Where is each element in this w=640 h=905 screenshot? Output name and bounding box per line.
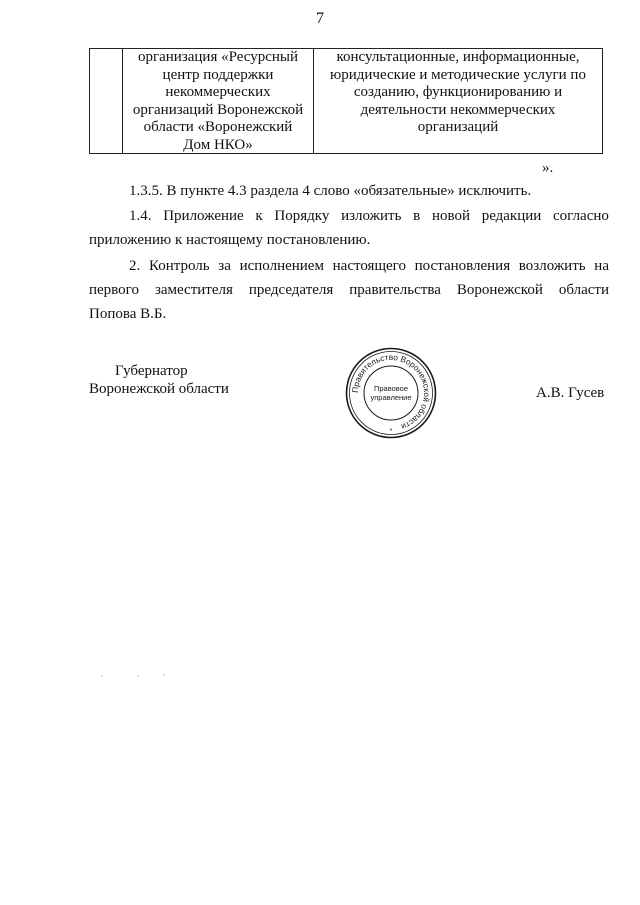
services-line: организаций <box>417 119 499 135</box>
word: правительства <box>349 282 441 298</box>
organization-line: области «Воронежский <box>143 119 293 135</box>
word: к <box>255 208 263 224</box>
word: председателя <box>248 282 334 298</box>
signatory-title-line: Губернатор <box>115 363 188 379</box>
word: области <box>558 282 609 298</box>
word: первого <box>89 282 139 298</box>
services-line: созданию, функционированию и <box>353 84 563 100</box>
paragraph-1-4 <box>89 204 609 252</box>
word: Контроль <box>148 258 210 274</box>
seal-ring-text: Правительство Воронежской области <box>349 351 433 433</box>
word: Воронежской <box>456 282 543 298</box>
organization-line: центр поддержки <box>162 66 274 83</box>
organization-line: некоммерческих <box>165 84 271 100</box>
word: в <box>413 208 421 224</box>
word: за <box>218 258 231 274</box>
signatory-title <box>89 362 229 398</box>
seal-center-line-1: Правовое <box>373 384 409 393</box>
word: возложить <box>518 258 586 274</box>
word: настоящего <box>332 258 406 274</box>
table-cell-number <box>90 49 123 153</box>
services-table-row <box>89 48 603 154</box>
word: 1.4. <box>129 208 152 224</box>
signatory-name: А.В. Гусев <box>536 385 605 401</box>
word: новой <box>431 208 470 224</box>
services-line: консультационные, информационные, <box>336 49 580 65</box>
word: на <box>594 258 609 274</box>
paragraph-2 <box>89 254 609 326</box>
paragraph-1-3-5 <box>89 179 609 203</box>
word: Порядку <box>274 208 330 224</box>
word: постановления <box>414 258 511 274</box>
word: изложить <box>341 208 402 224</box>
organization-line: организация «Ресурсный <box>137 49 299 65</box>
services-line: деятельности некоммерческих <box>360 101 556 118</box>
paragraph-line: Попова В.Б. <box>89 306 167 322</box>
word: Приложение <box>163 208 244 224</box>
page-number: 7 <box>316 10 324 27</box>
organization-line: Дом НКО» <box>183 136 253 153</box>
seal-star: * <box>389 428 393 435</box>
table-cell-services <box>314 49 602 153</box>
paragraph-line: приложению к настоящему постановлению. <box>89 232 371 248</box>
signatory-title-line: Воронежской области <box>89 381 229 397</box>
paragraph-line: 1.3.5. В пункте 4.3 раздела 4 слово «обязательные» исключить. <box>129 183 532 199</box>
word: редакции <box>481 208 542 224</box>
paragraph-line-justified <box>89 254 609 278</box>
official-seal-stamp <box>345 347 437 439</box>
scan-specks <box>100 673 180 679</box>
word: заместителя <box>154 282 233 298</box>
seal-center-line-2: управление <box>370 393 412 402</box>
table-cell-organization <box>123 49 314 153</box>
word: 2. <box>129 258 141 274</box>
word: исполнением <box>239 258 324 274</box>
paragraph-line-justified <box>89 278 609 302</box>
organization-line: организаций Воронежской <box>132 101 304 118</box>
paragraph-line-justified <box>89 204 609 228</box>
services-line: юридические и методические услуги по <box>330 66 586 83</box>
word: согласно <box>553 208 609 224</box>
closing-quote: ». <box>542 160 554 176</box>
